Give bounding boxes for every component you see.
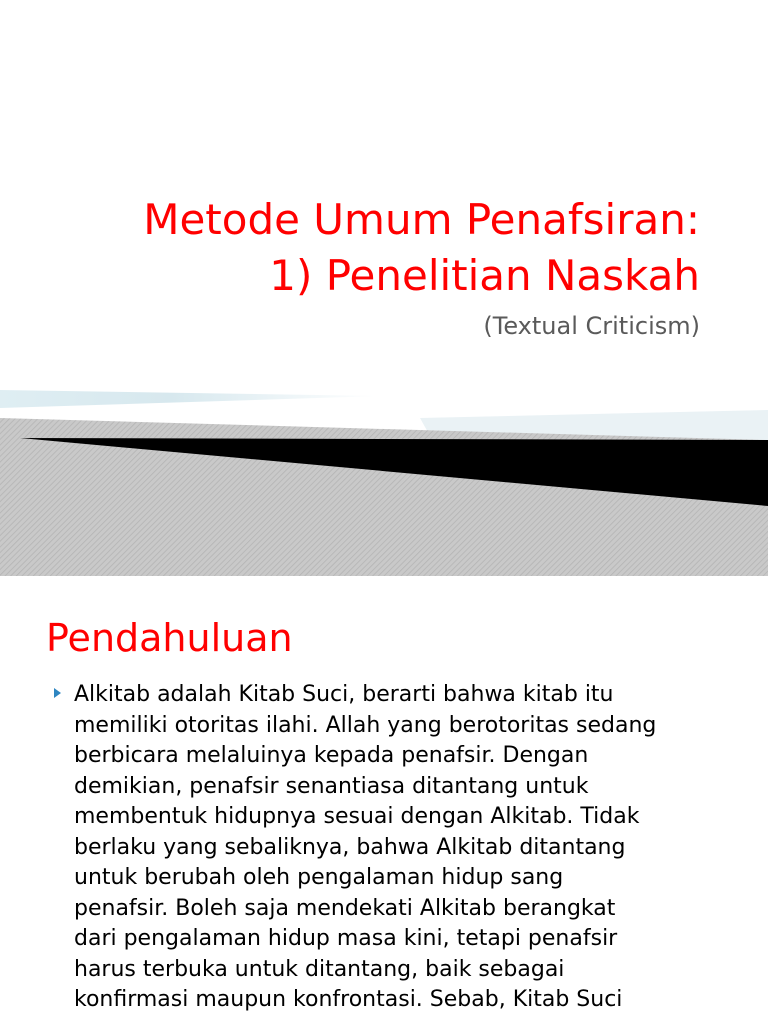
bullet-line: penafsir. Boleh saja mendekati Alkitab berangkat xyxy=(74,895,616,921)
bullet-line: untuk berubah oleh pengalaman hidup sang xyxy=(74,865,564,890)
bullet-line: demikian, penafsir senantiasa ditantang untuk xyxy=(74,773,589,799)
decorative-band xyxy=(0,388,768,576)
bullet-list xyxy=(50,680,730,1016)
bullet-line: berbicara melaluinya kepada penafsir. Dengan xyxy=(74,743,589,768)
slide-subtitle: (Textual Criticism) xyxy=(483,312,700,340)
content-slide xyxy=(0,576,768,1024)
slide-title-line-1: Metode Umum Penafsiran: xyxy=(143,195,700,244)
slide-title-line-2: 1) Penelitian Naskah xyxy=(269,251,700,300)
content-heading: Pendahuluan xyxy=(46,616,293,660)
band-light-blue-strip xyxy=(0,390,380,408)
slide-title xyxy=(143,192,700,304)
bullet-line: berlaku yang sebaliknya, bahwa Alkitab ditantang xyxy=(74,834,626,860)
bullet-line: dari pengalaman hidup masa kini, tetapi penafsir xyxy=(74,926,618,951)
triangle-bullet-icon xyxy=(54,688,61,698)
bullet-line: membentuk hidupnya sesuai dengan Alkitab. Tidak xyxy=(74,804,640,829)
bullet-line: Alkitab adalah Kitab Suci, berarti bahwa kitab itu xyxy=(74,682,614,707)
bullet-line: memiliki otoritas ilahi. Allah yang berotoritas sedang xyxy=(74,712,657,738)
list-item xyxy=(50,680,730,1016)
bullet-line: konfirmasi maupun konfrontasi. Sebab, Kitab Suci xyxy=(74,987,623,1012)
bullet-line: harus terbuka untuk ditantang, baik sebagai xyxy=(74,956,565,982)
